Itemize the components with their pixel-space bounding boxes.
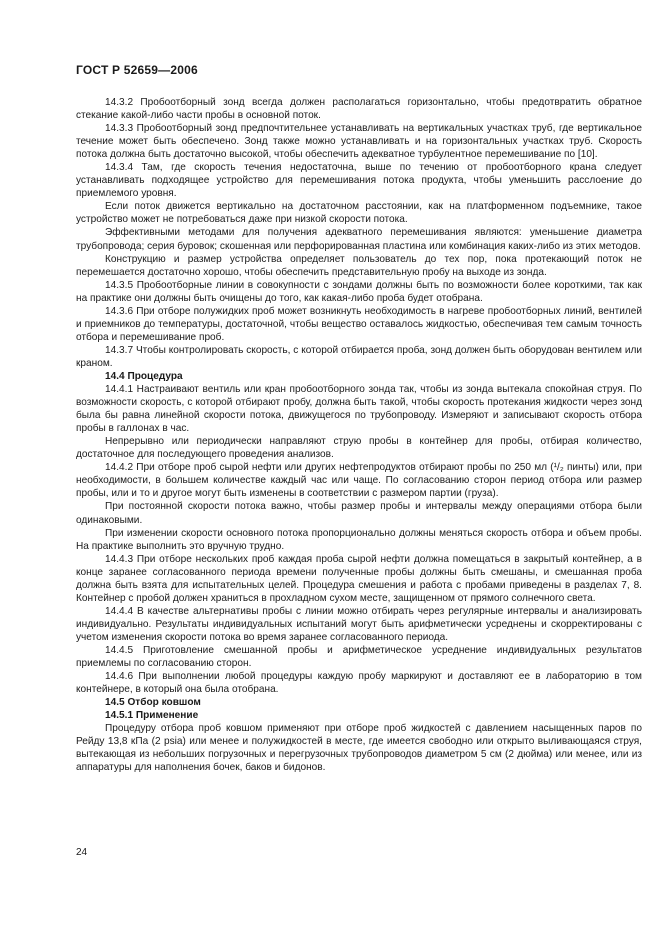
paragraph: Конструкцию и размер устройства определяет пользователь до тех пор, пока протекающий поток не перемешается достаточно хорошо, чтобы обеспечить представительную пробу на выходе из зонда. xyxy=(76,253,642,278)
paragraph-14-3-7: 14.3.7 Чтобы контролировать скорость, с которой отбирается проба, зонд должен быть оборудован вентилем или краном. xyxy=(76,344,642,369)
paragraph-14-4-1: 14.4.1 Настраивают вентиль или кран пробоотборного зонда так, чтобы из зонда вытекала спокойная струя. По возможности скорость, с которой отбирают пробу, должна быть такой, чтобы скорость протекания жидкости через зонд была бы равна линейной скорости потока, движущегося по трубопроводу. Измеряют и записывают скорость отбора пробы в галлонах в час. xyxy=(76,384,642,435)
subsection-heading-14-5-1: 14.5.1 Применение xyxy=(105,710,199,722)
paragraph-14-3-6: 14.3.6 При отборе полужидких проб может возникнуть необходимость в нагреве пробоотборных линий, вентилей и приемников до температуры, достаточной, чтобы вещество оставалось жидкостью, обеспечивая тем самым точность отбора и перемешивание проб. xyxy=(76,305,642,343)
section-heading-14-4: 14.4 Процедура xyxy=(105,370,183,382)
paragraph-14-4-2: 14.4.2 При отборе проб сырой нефти или других нефтепродуктов отбирают пробы по 250 мл (¹/₂ пинты) или, при необходимости, в большем количестве каждый час или чаще. По согласованию сторон период отбора или размер пробы, или и то и другое могут быть изменены в соответствии с размером партии (груза). xyxy=(76,462,642,500)
paragraph: Если поток движется вертикально на достаточном расстоянии, как на платформенном подъемнике, такое устройство может не потребоваться даже при низкой скорости потока. xyxy=(76,201,642,226)
paragraph-14-4-5: 14.4.5 Приготовление смешанной пробы и арифметическое усреднение индивидуальных результатов приемлемы по согласованию сторон. xyxy=(76,644,642,670)
paragraph-14-3-5: 14.3.5 Пробоотборные линии в совокупности с зондами должны быть по возможности более короткими, так как на практике они должны быть очищены до того, как какая-либо проба будет отобрана. xyxy=(76,279,642,304)
section-heading-14-5: 14.5 Отбор ковшом xyxy=(105,697,201,709)
paragraph-14-4-3: 14.4.3 При отборе нескольких проб каждая проба сырой нефти должна помещаться в закрытый контейнер, а в конце заранее согласованного периода времени полученные пробы должны быть смешаны, и смешанная проба должна быть взята для испытательных целей. Процедура смешения и работа с пробами приведены в разделах 7, 8. Контейнер с пробой должен храниться в прохладном сухом месте, защищенном от прямого солнечного света. xyxy=(76,553,642,604)
page-number: 24 xyxy=(76,847,88,858)
paragraph: При постоянной скорости потока важно, чтобы размер пробы и интервалы между операциями отбора были одинаковыми. xyxy=(76,501,642,526)
paragraph-14-3-3: 14.3.3 Пробоотборный зонд предпочтительнее устанавливать на вертикальных участках труб, где вертикальное течение может быть обеспечено. Зонд также можно устанавливать и на горизонтальных участках труб. Скорость потока должна быть достаточно высокой, чтобы обеспечить адекватное турбулентное перемешивание по [10]. xyxy=(76,123,642,161)
document-body xyxy=(76,96,642,774)
paragraph-14-4-4: 14.4.4 В качестве альтернативы пробы с линии можно отбирать через регулярные интервалы и анализировать индивидуально. Результаты индивидуальных испытаний могут быть арифметически усреднены и скорректированы с учетом изменения скорости потока во время заранее согласованного периода. xyxy=(76,605,642,643)
paragraph-14-3-4: 14.3.4 Там, где скорость течения недостаточна, выше по течению от пробоотборного крана следует устанавливать подходящее устройство для перемешивания потока продукта, чтобы уменьшить расслоение до приемлемого уровня. xyxy=(76,162,642,200)
paragraph: При изменении скорости основного потока пропорционально должны меняться скорость отбора и объем пробы. На практике выполнить это вручную трудно. xyxy=(76,527,642,552)
paragraph-14-4-6: 14.4.6 При выполнении любой процедуры каждую пробу маркируют и доставляют ее в лабораторию в том контейнере, в который она была отобрана. xyxy=(76,671,642,696)
paragraph: Процедуру отбора проб ковшом применяют при отборе проб жидкостей с давлением насыщенных паров по Рейду 13,8 кПа (2 psia) или менее и полужидкостей в месте, где имеется свободно или открыто выливающаяся струя, вытекающая из небольших погрузочных и перегрузочных трубопроводов диаметром 5 см (2 дюйма) или менее, или из аппаратуры для наполнения бочек, баков и бидонов. xyxy=(76,723,642,774)
paragraph-14-3-2: 14.3.2 Пробоотборный зонд всегда должен располагаться горизонтально, чтобы предотвратить обратное стекание какой-либо части пробы в основной поток. xyxy=(76,97,642,122)
paragraph: Эффективными методами для получения адекватного перемешивания являются: уменьшение диаметра трубопровода; серия буровок; скошенная или перфорированная пластина или комбинация каких-либо из этих методов. xyxy=(76,227,642,252)
document-header: ГОСТ Р 52659—2006 xyxy=(76,63,198,77)
paragraph: Непрерывно или периодически направляют струю пробы в контейнер для пробы, отбирая количество, достаточное для последующего проведения анализов. xyxy=(76,436,642,461)
